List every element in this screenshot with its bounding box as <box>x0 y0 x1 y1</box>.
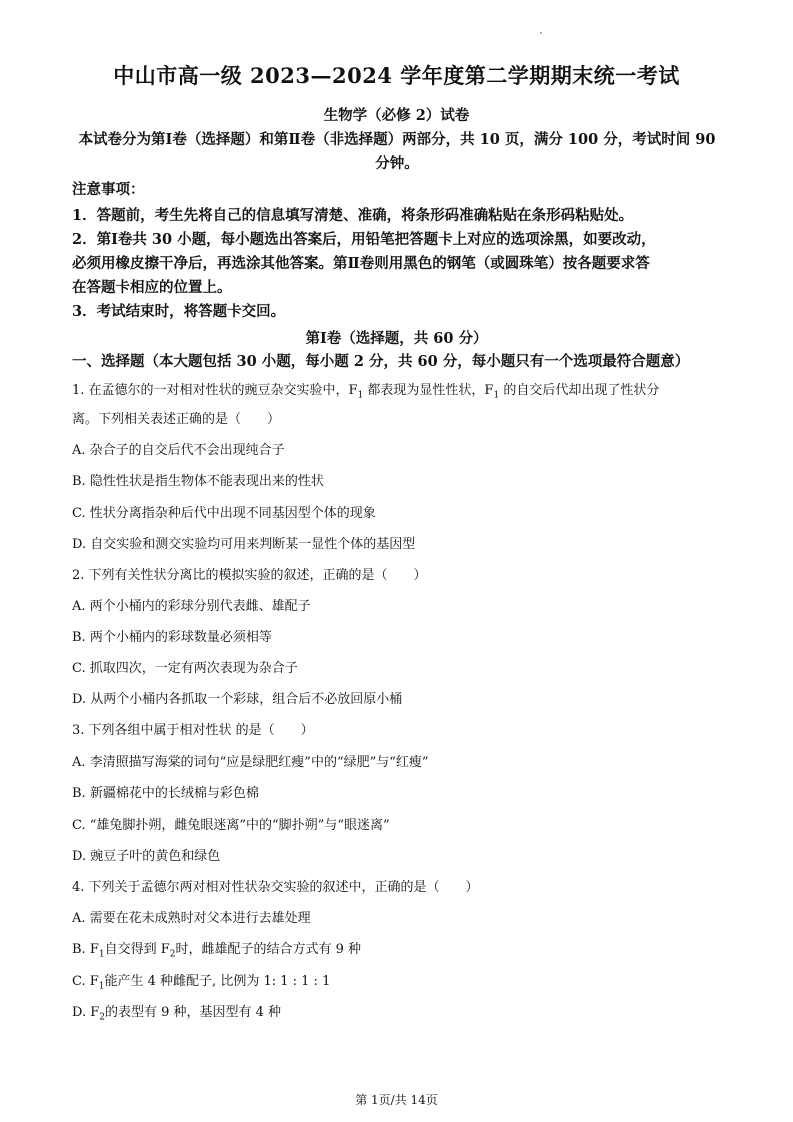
question-3-option-a: A. 李清照描写海棠的词句“应是绿肥红瘦”中的“绿肥”与“红瘦” <box>72 755 429 770</box>
exam-subtitle: 生物学（必修 2）试卷 <box>323 107 470 124</box>
q1-stem-part: 1. 在孟德尔的一对相对性状的豌豆杂交实验中，F <box>72 383 358 398</box>
section-heading: 一、选择题（本大题包括 30 小题，每小题 2 分，共 60 分，每小题只有一个选项最符合题意） <box>72 353 690 370</box>
q4b-subscript: 1 <box>98 949 105 960</box>
exam-title: 中山市高一级 2023—2024 学年度第二学期期末统一考试 <box>113 63 680 88</box>
q1-stem-part: 都表现为显性性状，F <box>363 383 494 398</box>
note-item-2-line-3: 在答题卡相应的位置上。 <box>72 279 232 296</box>
note-item-2-line-1: 2．第Ⅰ卷共 30 小题，每小题选出答案后，用铅笔把答题卡上对应的选项涂黑，如要改动， <box>72 231 656 248</box>
question-2-option-c: C. 抓取四次，一定有两次表现为杂合子 <box>72 661 298 676</box>
question-2-option-d: D. 从两个小桶内各抓取一个彩球，组合后不必放回原小桶 <box>72 692 403 707</box>
question-4-stem: 4. 下列关于孟德尔两对相对性状杂交实验的叙述中，正确的是（ ） <box>72 880 479 895</box>
q4c-subscript: 1 <box>98 981 105 992</box>
q4d-part: D. F <box>72 1005 100 1020</box>
exam-intro: 本试卷分为第Ⅰ卷（选择题）和第Ⅱ卷（非选择题）两部分，共 10 页，满分 100 分，考试时间 90 分钟。 <box>78 131 716 172</box>
question-3-option-b: B. 新疆棉花中的长绒棉与彩色棉 <box>72 786 259 801</box>
notes-title: 注意事项： <box>72 181 145 198</box>
q4d-part: 的表型有 9 种，基因型有 4 种 <box>104 1005 282 1020</box>
question-2-option-b: B. 两个小桶内的彩球数量必须相等 <box>72 630 272 645</box>
q4b-part: 时，雌雄配子的结合方式有 9 种 <box>175 942 362 957</box>
question-4-option-c <box>72 973 732 996</box>
q1-subscript: 1 <box>357 390 364 401</box>
q4c-part: C. F <box>72 974 99 989</box>
question-3-option-d: D. 豌豆子叶的黄色和绿色 <box>72 849 221 864</box>
question-3-option-c: C. “雄兔脚扑朔，雌兔眼迷离”中的“脚扑朔”与“眼迷离” <box>72 818 390 833</box>
page-footer: 第 1页/共 14页 <box>355 1093 438 1107</box>
question-2-stem: 2. 下列有关性状分离比的模拟实验的叙述，正确的是（ ） <box>72 568 427 583</box>
note-item-2-line-2: 必须用橡皮擦干净后，再选涂其他答案。第Ⅱ卷则用黑色的钢笔（或圆珠笔）按各题要求答 <box>72 255 650 272</box>
section-title: 第Ⅰ卷（选择题，共 60 分） <box>305 330 488 347</box>
scan-dot <box>540 32 542 34</box>
question-1-option-b: B. 隐性性状是指生物体不能表现出来的性状 <box>72 474 324 489</box>
q4b-subscript: 2 <box>169 949 176 960</box>
question-3-stem: 3. 下列各组中属于相对性状 的是（ ） <box>72 723 314 738</box>
question-4-option-b <box>72 941 732 964</box>
question-4-option-d <box>72 1004 732 1027</box>
q4d-subscript: 2 <box>99 1012 105 1023</box>
q4b-part: B. F <box>72 942 99 957</box>
question-2-option-a: A. 两个小桶内的彩球分别代表雌、雄配子 <box>72 599 311 614</box>
q1-subscript: 1 <box>493 390 500 401</box>
question-1-stem-line-2: 离。下列相关表述正确的是（ ） <box>72 412 281 427</box>
note-item-1: 1．答题前，考生先将自己的信息填写清楚、准确，将条形码准确粘贴在条形码粘贴处。 <box>72 207 634 224</box>
question-1-option-d: D. 自交实验和测交实验均可用来判断某一显性个体的基因型 <box>72 537 416 552</box>
q4b-part: 自交得到 F <box>104 942 170 957</box>
question-4-option-a: A. 需要在花未成熟时对父本进行去雄处理 <box>72 911 311 926</box>
note-item-3: 3．考试结束时，将答题卡交回。 <box>72 303 286 320</box>
q1-stem-part: 的自交后代却出现了性状分 <box>499 383 660 398</box>
question-1-option-c: C. 性状分离指杂种后代中出现不同基因型个体的现象 <box>72 506 376 521</box>
q4c-part: 能产生 4 种雌配子, 比例为 1: 1 : 1 : 1 <box>104 974 331 989</box>
question-1-stem <box>72 382 732 405</box>
question-1-option-a: A. 杂合子的自交后代不会出现纯合子 <box>72 443 285 458</box>
